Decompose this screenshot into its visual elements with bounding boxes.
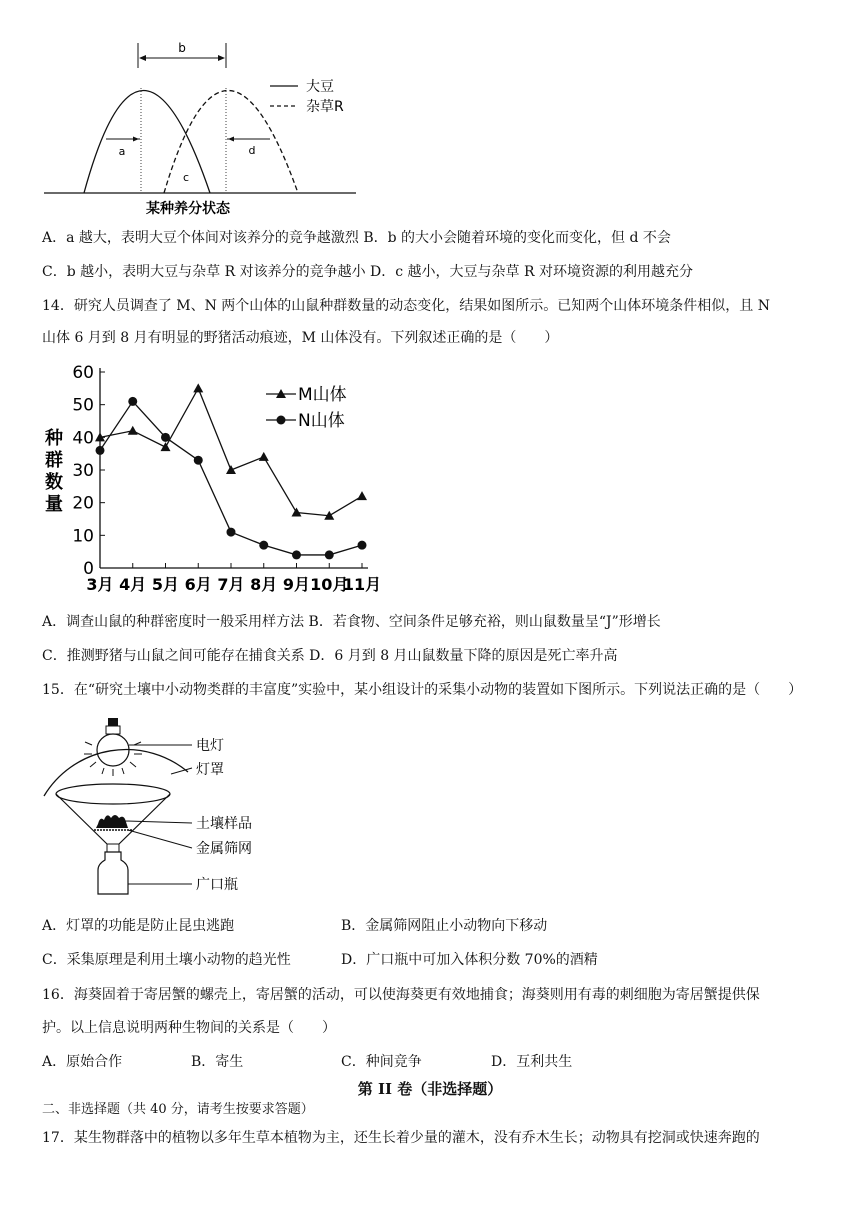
q15-option-d: D．广口瓶中可加入体积分数 70%的酒精 [341, 952, 598, 968]
q16-option-a: A．原始合作 [42, 1054, 123, 1070]
point-n [128, 397, 137, 406]
x-tick-label: 8月 [250, 575, 278, 594]
b-label: b [178, 41, 186, 55]
q14-option-cd: C．推测野猪与山鼠之间可能存在捕食关系 D．6 月到 8 月山鼠数量下降的原因是死亡率升高 [42, 648, 618, 664]
label-lamp: 电灯 [196, 738, 224, 754]
q16-stem-line1: 16．海葵固着于寄居蟹的螺壳上，寄居蟹的活动，可以使海葵更有效地捕食；海葵则用有毒的刺细胞为寄居蟹提供保 [42, 987, 760, 1003]
y-axis-label: 群 [45, 450, 63, 471]
x-tick-label: 6月 [184, 575, 212, 594]
q14-stem-line2: 山体 6 月到 8 月有明显的野猪活动痕迹，M 山体没有。下列叙述正确的是（ ） [42, 330, 559, 346]
c-label: c [182, 171, 190, 184]
point-m [357, 491, 367, 500]
q15-option-a: A．灯罩的功能是防止昆虫逃跑 [42, 918, 235, 934]
x-tick-label: 5月 [151, 575, 180, 594]
point-n [259, 541, 268, 550]
point-m [292, 507, 302, 516]
y-tick-label: 50 [72, 395, 94, 416]
section-heading: 二、非选择题（共 40 分，请考生按要求答题） [42, 1102, 314, 1117]
q14-stem-line1: 14．研究人员调查了 M、N 两个山体的山鼠种群数量的动态变化，结果如图所示。已知两个山体环境条件相似，且 N [42, 298, 770, 314]
bottle [98, 852, 128, 894]
legend-label: N山体 [298, 411, 345, 431]
soybean-curve [84, 91, 210, 194]
point-n [194, 456, 203, 465]
series-line-0 [100, 388, 362, 515]
y-axis-label: 量 [45, 494, 63, 515]
y-tick-label: 40 [72, 428, 94, 449]
point-m [128, 426, 138, 435]
q16-option-b: B．寄生 [191, 1054, 244, 1070]
y-tick-label: 10 [72, 526, 94, 547]
point-n [161, 433, 170, 442]
y-tick-label: 30 [72, 461, 94, 481]
point-m [226, 465, 236, 474]
q15-option-b: B．金属筛网阻止小动物向下移动 [341, 918, 548, 934]
point-n [227, 528, 236, 537]
q15-stem: 15．在“研究土壤中小动物类群的丰富度”实验中，某小组设计的采集小动物的装置如下图所示。下列说法正确的是（ ） [42, 682, 803, 698]
point-n [292, 550, 301, 559]
x-axis-label: 某种养分状态 [146, 201, 230, 217]
point-n [96, 446, 105, 455]
q16-stem-line2: 护。以上信息说明两种生物间的关系是（ ） [42, 1020, 336, 1036]
x-tick-label: 10月 [310, 575, 349, 594]
lampshade [44, 750, 188, 796]
x-tick-label: 4月 [119, 575, 147, 594]
niche-figure [40, 38, 380, 220]
d-label: d [248, 144, 256, 157]
soil-sample [96, 815, 128, 828]
point-n [325, 550, 334, 559]
y-tick-label: 20 [72, 493, 94, 514]
q16-option-c: C．种间竞争 [341, 1054, 422, 1070]
label-bottle: 广口瓶 [196, 877, 238, 893]
label-soil: 土壤样品 [196, 816, 252, 832]
q15-option-c: C．采集原理是利用土壤小动物的趋光性 [42, 952, 291, 968]
y-tick-label: 0 [83, 559, 94, 579]
point-m [193, 383, 203, 392]
label-shade: 灯罩 [196, 762, 224, 778]
y-axis-label: 种 [45, 428, 63, 449]
apparatus-figure [40, 712, 300, 902]
point-m [259, 452, 269, 461]
legend-soybean: 大豆 [306, 79, 334, 95]
q13-option-ab: A．a 越大，表明大豆个体间对该养分的竞争越激烈 B．b 的大小会随着环境的变化而变化，但 d 不会 [42, 230, 671, 246]
x-tick-label: 9月 [282, 575, 311, 594]
a-label: a [118, 145, 126, 158]
funnel-rim [56, 784, 170, 804]
y-tick-label: 60 [72, 363, 94, 383]
legend-marker [277, 416, 286, 425]
x-tick-label: 11月 [342, 575, 382, 594]
q16-option-d: D．互利共生 [491, 1054, 573, 1070]
part2-title: 第 II 卷（非选择题） [357, 1080, 503, 1098]
q14-option-ab: A．调查山鼠的种群密度时一般采用样方法 B．若食物、空间条件足够充裕，则山鼠数量呈“J”形增长 [42, 614, 661, 630]
x-tick-label: 7月 [217, 575, 245, 594]
population-line-chart [40, 360, 400, 600]
x-tick-label: 3月 [86, 575, 114, 594]
point-m [161, 442, 171, 451]
q13-option-cd: C．b 越小，表明大豆与杂草 R 对该养分的竞争越小 D．c 越小，大豆与杂草 R 对环境资源的利用越充分 [42, 264, 693, 280]
legend-label: M山体 [298, 385, 347, 405]
legend-weed: 杂草R [306, 99, 344, 115]
point-n [358, 541, 367, 550]
q17-stem: 17．某生物群落中的植物以多年生草本植物为主，还生长着少量的灌木，没有乔木生长；动物具有挖洞或快速奔跑的 [42, 1130, 760, 1146]
label-mesh: 金属筛网 [196, 841, 252, 857]
y-axis-label: 数 [45, 472, 63, 493]
